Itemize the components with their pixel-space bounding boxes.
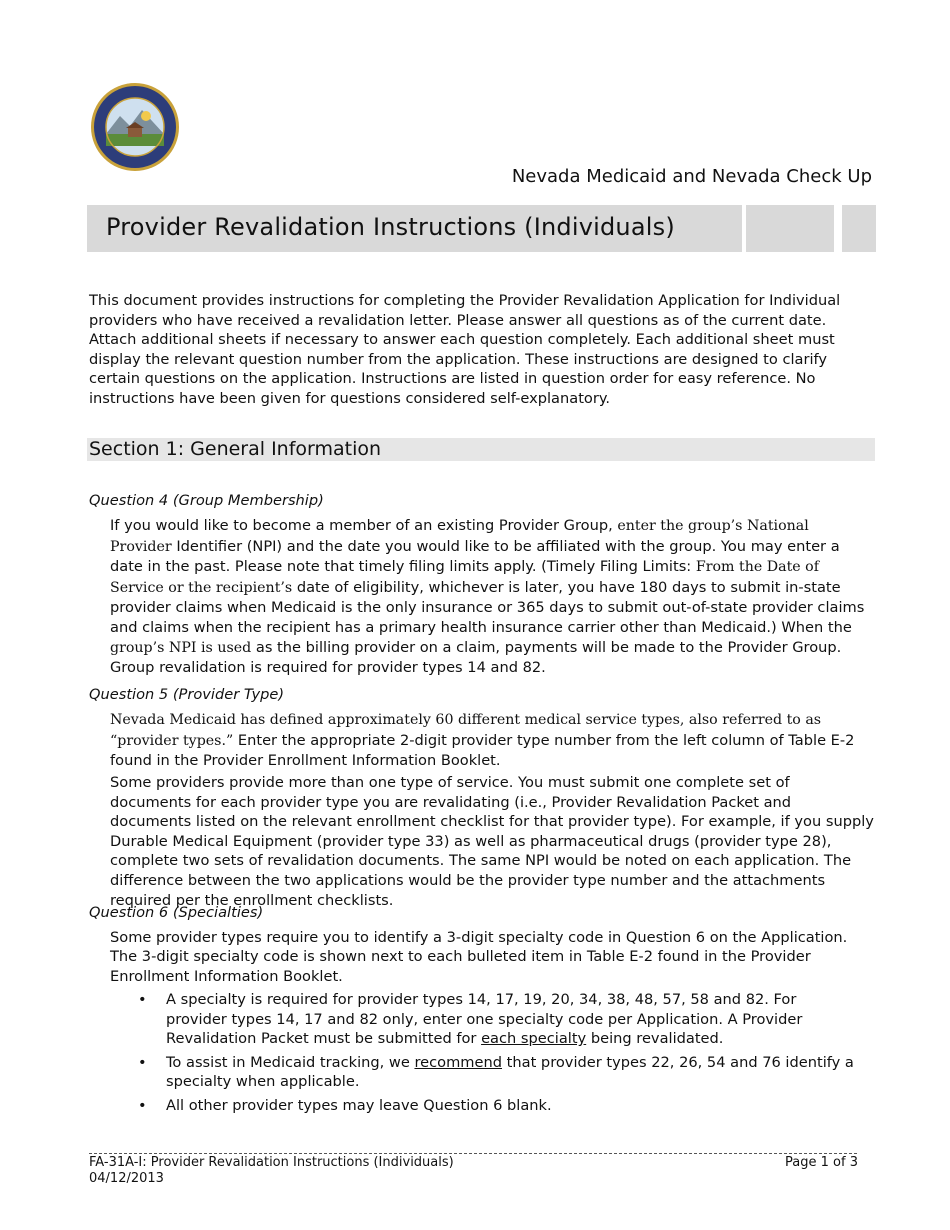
q4-text-1: If you would like to become a member of an existing Provider Group, <box>110 517 618 534</box>
q4-text-3: Identifier (NPI) and the date you would like to be affiliated with the group. You may enter a date in the past. Please note that timely filing limits apply. (Timely Filing Limits: <box>110 537 840 576</box>
list-item: • A specialty is required for provider types 14, 17, 19, 20, 34, 38, 48, 57, 58 and 82. For provider types 14, 17 and 82 only, enter one specialty code per Application. A Provider Revalidation Packet must be submitted for each specialty being revalidated. <box>138 990 858 1049</box>
list-item: • To assist in Medicaid tracking, we recommend that provider types 22, 26, 54 and 76 identify a specialty when applicable. <box>138 1053 858 1092</box>
q4-heading: Question 4 (Group Membership) <box>89 492 324 509</box>
title-block-2 <box>746 205 834 252</box>
q6-heading: Question 6 (Specialties) <box>89 904 264 921</box>
section-1-header <box>87 438 875 461</box>
footer-form-name: FA-31A-I: Provider Revalidation Instructions (Individuals) <box>89 1155 454 1170</box>
q4-body <box>110 516 874 678</box>
q5-text-1a: Nevada Medicaid has defined approximately 60 different medical service types, also referred to as “provider types.” <box>110 712 822 749</box>
q6-body-1: Some provider types require you to identify a 3-digit specialty code in Question 6 on the Application. <box>110 929 848 946</box>
agency-name: Nevada Medicaid and Nevada Check Up <box>511 166 872 187</box>
footer-rule <box>89 1153 857 1154</box>
title-block-3 <box>842 205 876 252</box>
q4-text-5: date of eligibility, whichever is later, you have 180 days to submit in-state provider claims when Medicaid is the only insurance or 365 days to submit out-of-state provider claims and claims when the recipient has a primary health insurance carrier other than Medicaid.) When the <box>110 578 865 636</box>
title-block <box>87 205 742 252</box>
q5-body-1 <box>110 710 874 771</box>
page-title: Provider Revalidation Instructions (Individuals) <box>106 213 675 241</box>
intro-paragraph: This document provides instructions for completing the Provider Revalidation Application for Individual providers who have received a revalidation letter. Please answer all questions as of the current date. Attach additional sheets if necessary to answer each question completely. Each additional sheet must display the relevant question number from the application. These instructions are designed to clarify certain questions on the application. Instructions are listed in question order for easy reference. No instructions have been given for questions considered self-explanatory. <box>89 292 841 407</box>
q4-text-2: enter the group’s National Provider <box>110 518 809 555</box>
recommend-emphasis: recommend <box>414 1053 503 1071</box>
q5-text-1b: Enter the appropriate 2-digit provider type number from the left column of Table E-2 found in the Provider Enrollment Information Booklet. <box>110 731 855 770</box>
q4-text-6: group’s NPI is used <box>110 639 252 656</box>
footer-left <box>89 1155 454 1187</box>
q4-text-7: as the billing provider on a claim, payments will be made to the Provider Group. Group revalidation is required for provider types 14 and 82. <box>110 638 842 677</box>
footer-date: 04/12/2013 <box>89 1171 164 1186</box>
specialty-bullets <box>138 990 858 1120</box>
page-number: Page 1 of 3 <box>785 1155 858 1170</box>
q4-text-4: From the Date of Service or the recipient’s <box>110 559 819 596</box>
section-1-title: Section 1: General Information <box>89 438 382 460</box>
nevada-state-seal <box>90 82 180 172</box>
q6-body-2: The 3-digit specialty code is shown next to each bulleted item in Table E-2 found in the Provider Enrollment Information Booklet. <box>110 948 811 985</box>
list-item: • All other provider types may leave Question 6 blank. <box>138 1096 858 1116</box>
q5-heading: Question 5 (Provider Type) <box>89 686 285 703</box>
each-specialty-emphasis: each specialty <box>481 1030 587 1048</box>
q5-body-2: Some providers provide more than one type of service. You must submit one complete set of documents for each provider type you are revalidating (i.e., Provider Revalidation Packet and documents listed on the relevant enrollment checklist for that provider type). For example, if you supply Durable Medical Equipment (provider type 33) as well as pharmaceutical drugs (provider type 28), complete two sets of revalidation documents. The same NPI would be noted on each application. The difference between the two applications would be the provider type number and the attachments required per the enrollment checklists. <box>110 774 874 909</box>
